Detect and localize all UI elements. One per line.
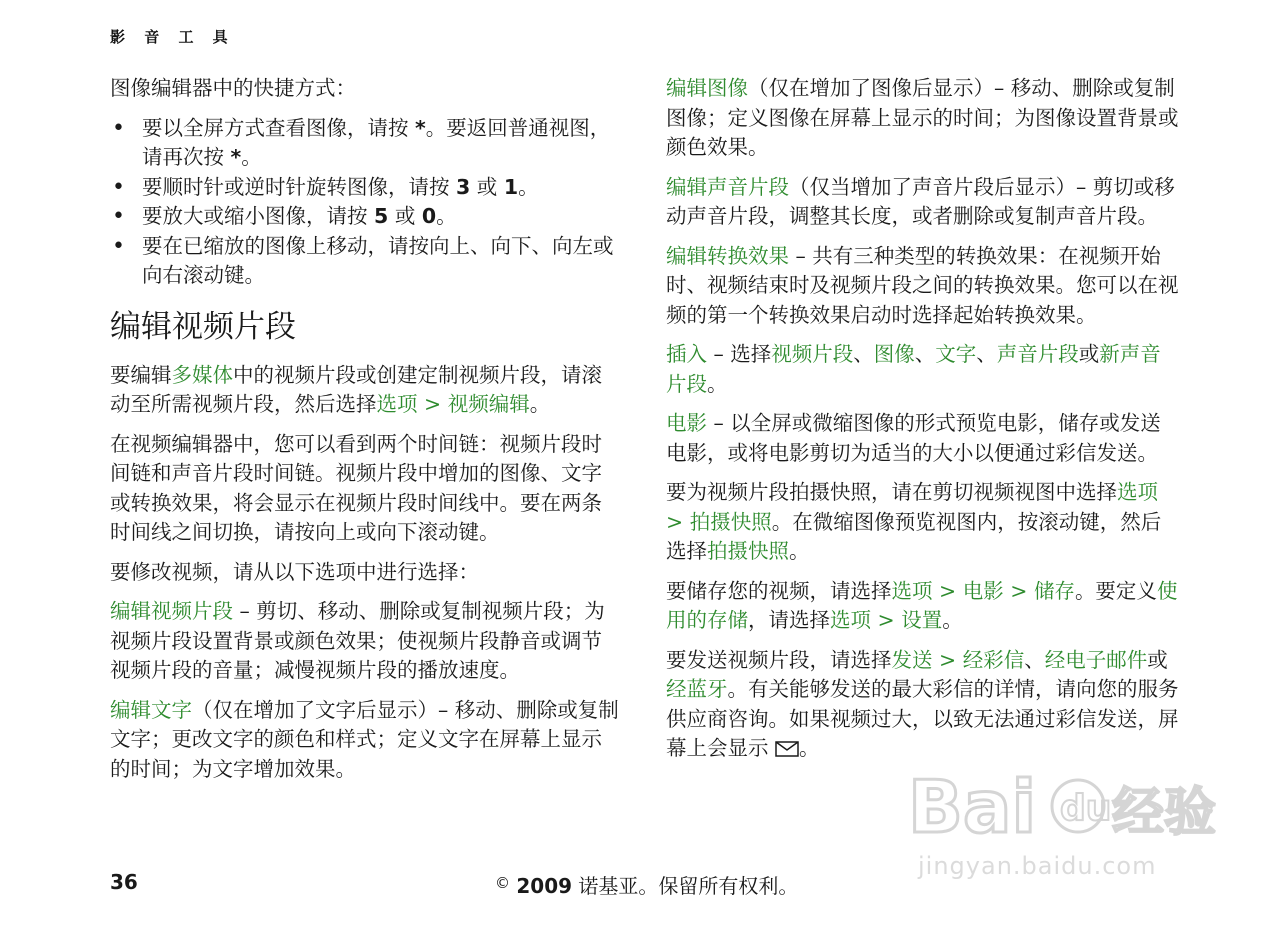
right-column <box>666 74 1181 774</box>
shortcut-list <box>110 114 620 291</box>
menu-term: 声音片段 <box>996 342 1079 366</box>
menu-term: 多媒体 <box>171 362 233 387</box>
menu-term: 编辑声音片段 <box>666 174 789 199</box>
menu-term: 插入 <box>666 342 707 366</box>
option-edit-clip: 编辑视频片段 – 剪切、移动、删除或复制视频片段；为视频片段设置背景或颜色效果；使视频片段静音或调节视频片段的音量；减慢视频片段的播放速度。 <box>110 599 605 682</box>
section-heading: 编辑视频片段 <box>110 308 296 345</box>
menu-term: 编辑转换效果 <box>666 243 789 268</box>
menu-term: 选项 <box>1117 480 1158 504</box>
timeline-paragraph: 在视频编辑器中，您可以看到两个时间链：视频片段时间链和声音片段时间链。视频片段中增加的图像、文字或转换效果，将会显示在视频片段时间线中。要在两条时间线之间切换，请按向上或向下滚动键。 <box>110 431 602 544</box>
menu-term: 电影 <box>962 578 1004 603</box>
save-paragraph: 要储存您的视频，请选择选项 > 电影 > 储存。要定义使用的存储，请选择选项 > 设置。 <box>666 578 1178 632</box>
options-intro: 要修改视频，请从以下选项中进行选择： <box>110 559 479 584</box>
svg-text:经验: 经验 <box>1112 783 1217 843</box>
option-movie: 电影 – 以全屏或微缩图像的形式预览电影，储存或发送电影，或将电影剪切为适当的大小以便通过彩信发送。 <box>666 411 1161 465</box>
menu-term: 图像 <box>873 342 915 366</box>
section-header: 影 音 工 具 <box>110 28 235 46</box>
menu-term: 文字 <box>935 342 977 366</box>
menu-term: 拍摄快照 <box>689 509 772 534</box>
menu-term: 视频片段 <box>771 342 854 366</box>
watermark-url: jingyan.baidu.com <box>918 852 1157 880</box>
svg-text:Bai: Bai <box>908 765 1037 849</box>
menu-term: 编辑文字 <box>110 697 192 722</box>
option-edit-sound: 编辑声音片段（仅当增加了声音片段后显示）– 剪切或移动声音片段，调整其长度，或者删除或复制声音片段。 <box>666 174 1175 228</box>
menu-term: 经彩信 <box>962 647 1025 672</box>
send-paragraph: 要发送视频片段，请选择发送 > 经彩信、经电子邮件或经蓝牙。有关能够发送的最大彩信的详情，请向您的服务供应商咨询。如果视频过大，以致无法通过彩信发送，屏幕上会显示 。 <box>666 647 1179 760</box>
menu-term: 电影 <box>666 411 707 435</box>
option-edit-transition: 编辑转换效果 – 共有三种类型的转换效果：在视频开始时、视频结束时及视频片段之间的转换效果。您可以在视频的第一个转换效果启动时选择起始转换效果。 <box>666 243 1179 327</box>
menu-term: 新声音片段 <box>666 342 1161 396</box>
menu-term: 编辑图像 <box>666 76 748 100</box>
menu-term: 编辑视频片段 <box>110 599 233 623</box>
menu-term: 经蓝牙 <box>666 677 728 701</box>
menu-term: 选项 <box>830 608 871 632</box>
left-column <box>110 74 620 794</box>
menu-term: 发送 <box>891 647 933 672</box>
menu-term: 储存 <box>1033 578 1075 603</box>
watermark <box>900 760 1220 890</box>
baidu-logo-icon <box>900 760 1220 855</box>
shortcut-item: • 要放大或缩小图像，请按 5 或 0。 <box>110 202 620 232</box>
shortcuts-intro: 图像编辑器中的快捷方式： <box>110 76 356 100</box>
menu-term: 选项 <box>891 578 933 603</box>
shortcut-item: • 要顺时针或逆时针旋转图像，请按 3 或 1。 <box>110 173 620 203</box>
svg-text:du: du <box>1060 788 1112 829</box>
option-edit-text: 编辑文字（仅在增加了文字后显示）– 移动、删除或复制文字；更改文字的颜色和样式；定义文字在屏幕上显示的时间；为文字增加效果。 <box>110 697 619 781</box>
shortcut-item: • 要以全屏方式查看图像，请按 *。要返回普通视图，请再次按 *。 <box>110 114 620 173</box>
menu-term: 经电子邮件 <box>1044 647 1148 672</box>
copyright-symbol: © <box>495 874 510 892</box>
menu-term: 选项 <box>376 392 418 416</box>
option-insert: 插入 – 选择视频片段、图像、文字、声音片段或新声音片段。 <box>666 342 1161 396</box>
shortcut-item: • 要在已缩放的图像上移动，请按向上、向下、向左或向右滚动键。 <box>110 232 620 291</box>
menu-term: 拍摄快照 <box>707 539 789 563</box>
option-edit-image: 编辑图像（仅在增加了图像后显示）– 移动、删除或复制图像；定义图像在屏幕上显示的时间；为图像设置背景或颜色效果。 <box>666 76 1179 159</box>
menu-term: 使用的存储 <box>666 578 1178 632</box>
menu-term: 视频编辑 <box>447 392 530 416</box>
menu-term: 设置 <box>901 608 943 632</box>
snapshot-paragraph: 要为视频片段拍摄快照，请在剪切视频视图中选择选项 > 拍摄快照。在微缩图像预览视图内，按滚动键，然后选择拍摄快照。 <box>666 480 1162 563</box>
envelope-icon <box>775 736 799 752</box>
copyright: © 2009 诺基亚。保留所有权利。 <box>495 874 799 898</box>
page-number: 36 <box>110 870 138 894</box>
intro-paragraph: 要编辑多媒体中的视频片段或创建定制视频片段，请滚动至所需视频片段，然后选择选项 > 视频编辑。 <box>110 362 602 416</box>
